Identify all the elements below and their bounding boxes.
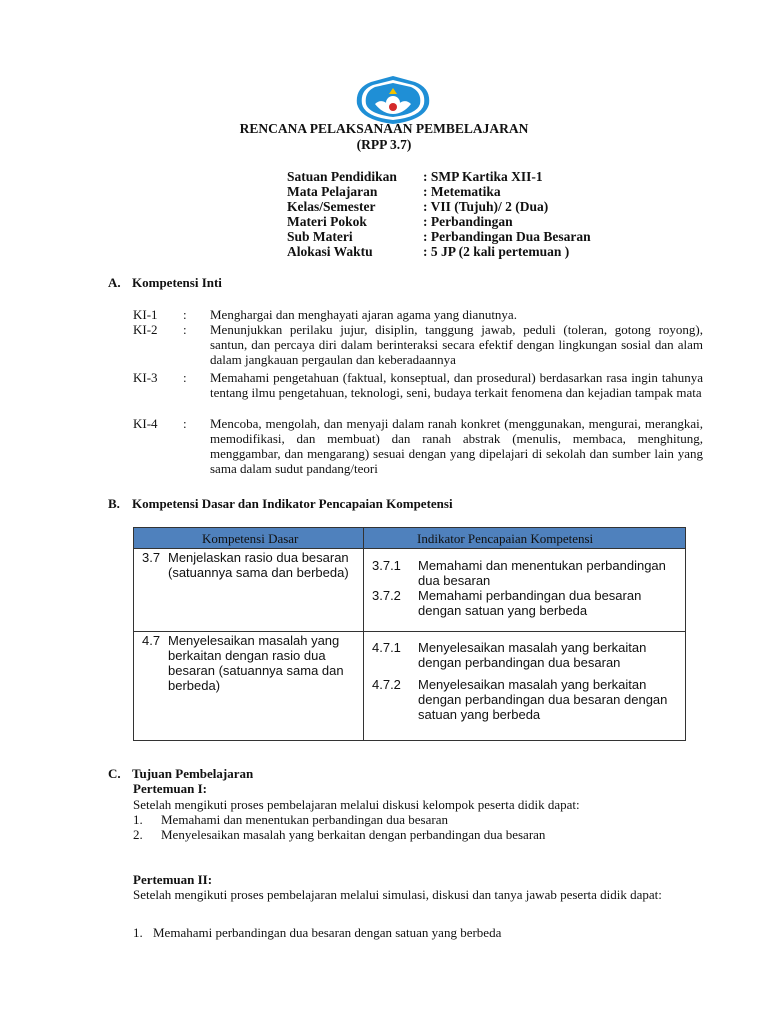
ki-item: KI-1 : Menghargai dan menghayati ajaran agama yang dianutnya. [133, 307, 517, 322]
section-b-heading: B. Kompetensi Dasar dan Indikator Pencapaian Kompetensi [108, 496, 453, 511]
meeting-2-intro: Setelah mengikuti proses pembelajaran melalui simulasi, diskusi dan tanya jawab peserta didik dapat: [133, 887, 662, 902]
table-header [134, 528, 685, 549]
ki-item: KI-3 : Memahami pengetahuan (faktual, konseptual, dan prosedural) berdasarkan rasa ingin tahunya tentang ilmu pengetahuan, teknologi, seni, budaya terkait fenomena dan kejadian tampak mata [133, 370, 703, 400]
meeting-2-list: 1. Memahami perbandingan dua besaran dengan satuan yang berbeda [133, 925, 502, 940]
meeting-1-title: Pertemuan I: [133, 781, 208, 796]
ki-item: KI-4 : Mencoba, mengolah, dan menyaji dalam ranah konkret (menggunakan, mengurai, merangkai, memodifikasi, dan membuat) dan ranah abstrak (menulis, membaca, menghitung, menggambar, dan mengarang) sesuai dengan yang dipelajari di sekolah dan sumber lain yang sama dalam sudut pandang/teori [133, 416, 703, 476]
identity-row: Alokasi Waktu : 5 JP (2 kali pertemuan ) [287, 244, 570, 259]
kd-ipk-table: Kompetensi Dasar Indikator Pencapaian Kompetensi 3.7 Menjelaskan rasio dua besaran (satuannya sama dan berbeda) 3.7.1 Memahami dan menentukan perbandingan dua besaran 3.7.2 Memahami perbandingan dua besaran dengan satuan yang berbeda 4.7 Menyelesaikan masalah yang berkaitan dengan rasio dua besaran (satuannya sama dan berbeda) 4.7.1 Menyelesaikan masalah yang berkaitan dengan perbandingan dua besaran 4.7.2 Menyelesaikan masalah yang berkaitan dengan perbandingan dua besaran dengan satuan yang berbeda [133, 527, 686, 741]
document-title: RENCANA PELAKSANAAN PEMBELAJARAN [239, 121, 529, 136]
section-c-heading: C. Tujuan Pembelajaran [108, 766, 254, 781]
identity-row: Satuan Pendidikan : SMP Kartika XII-1 [287, 169, 543, 184]
identity-row: Materi Pokok : Perbandingan [287, 214, 513, 229]
section-a-heading: A. Kompetensi Inti [108, 275, 222, 290]
document-subtitle: (RPP 3.7) [356, 137, 412, 152]
ki-item: KI-2 : Menunjukkan perilaku jujur, disiplin, tanggung jawab, peduli (toleran, gotong royong), santun, dan percaya diri dalam berinteraksi secara efektif dengan lingkungan sosial dan alam dalam jangkauan pergaulan dan keberadaannya [133, 322, 703, 367]
table-header-ipk: Indikator Pencapaian Kompetensi [417, 531, 594, 546]
tut-wuri-handayani-logo [353, 74, 433, 126]
meeting-2-title: Pertemuan II: [133, 872, 213, 887]
table-header-kd: Kompetensi Dasar [202, 531, 299, 546]
meeting-1-intro: Setelah mengikuti proses pembelajaran melalui diskusi kelompok peserta didik dapat: [133, 797, 580, 812]
meeting-1-list: 1. Memahami dan menentukan perbandingan dua besaran 2. Menyelesaikan masalah yang berkaitan dengan perbandingan dua besaran [133, 812, 546, 842]
identity-row: Mata Pelajaran : Metematika [287, 184, 501, 199]
identity-row: Sub Materi : Perbandingan Dua Besaran [287, 229, 591, 244]
identity-row: Kelas/Semester : VII (Tujuh)/ 2 (Dua) [287, 199, 549, 214]
